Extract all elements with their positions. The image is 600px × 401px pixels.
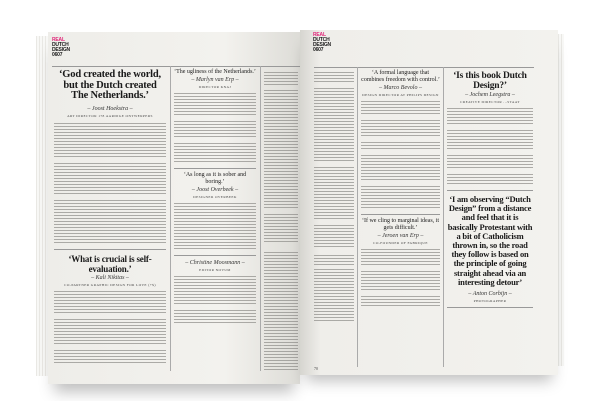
body-text <box>264 90 298 210</box>
top-rule <box>52 66 300 67</box>
pull-quote: ‘A formal language that combines freedom with control.’ <box>361 70 440 83</box>
logo <box>52 38 70 58</box>
left-column-2 <box>174 69 256 325</box>
quote-role: PHOTOGRAPHER <box>473 299 507 304</box>
divider <box>54 249 166 250</box>
body-text <box>314 269 354 323</box>
quote-role: CO-PARTNER GRAPHIC DESIGN FOR LOVE (+$) <box>64 282 156 287</box>
body-text <box>361 271 440 292</box>
body-text <box>54 123 166 159</box>
left-page <box>48 32 300 384</box>
body-text <box>361 249 440 267</box>
body-text <box>174 143 256 164</box>
divider <box>174 168 256 169</box>
body-text <box>447 174 533 186</box>
body-text <box>361 155 440 182</box>
divider <box>447 190 533 191</box>
body-text <box>314 72 354 84</box>
body-text <box>361 186 440 210</box>
logo-line: DESIGN <box>52 47 70 53</box>
body-text <box>54 350 166 365</box>
quote-author: – Marlyn van Erp – <box>191 77 239 83</box>
page-number: 70 <box>314 366 318 371</box>
quote-author: – Jochem Leegstra – <box>465 92 515 98</box>
body-text <box>54 163 166 196</box>
body-text <box>174 93 256 117</box>
column-divider <box>260 66 261 371</box>
pull-quote: ‘If we cling to marginal ideas, it gets difficult.’ <box>361 218 440 231</box>
logo-line: DUTCH <box>313 37 330 43</box>
body-text <box>314 225 354 249</box>
body-text <box>361 101 440 116</box>
left-column-3 <box>264 72 298 372</box>
column-divider <box>443 67 444 367</box>
divider <box>361 214 440 215</box>
quote-role: ART DIRECTOR 178 AARDIGE ONTWERPERS <box>67 113 153 118</box>
pull-quote: ‘As long as it is sober and boring.’ <box>183 172 247 185</box>
pull-quote: ‘What is crucial is self-evaluation.’ <box>68 253 152 274</box>
body-text <box>174 310 256 325</box>
top-rule <box>314 67 534 68</box>
pull-quote: ‘I am observing “Dutch Design” from a distance and feel that it is basically Protestant with a bit of Catholicism thrown in, so the road they follow is based on the principle of going straight ahead via an interesting detour’ <box>447 194 533 287</box>
right-column-1 <box>314 72 354 323</box>
quote-author: – Jeroen van Erp – <box>377 233 424 239</box>
logo-line: 0607 <box>313 47 324 53</box>
body-text <box>314 255 354 265</box>
right-column-2 <box>361 70 440 308</box>
body-text <box>361 120 440 138</box>
column-divider <box>357 67 358 367</box>
body-text <box>54 200 166 245</box>
quote-author: – Joost Overbeek – <box>191 187 239 193</box>
body-text <box>54 319 166 346</box>
body-text <box>314 88 354 163</box>
right-page <box>300 30 558 375</box>
left-column-1 <box>54 70 166 365</box>
quote-author: – Anton Corbijn – <box>468 291 512 298</box>
body-text <box>264 214 298 244</box>
right-column-3 <box>447 71 533 308</box>
quote-role: CREATIVE DIRECTOR ...STAAT <box>460 100 520 104</box>
body-text <box>361 296 440 308</box>
body-text <box>361 142 440 151</box>
body-text <box>264 252 298 372</box>
logo-line: DESIGN <box>313 42 331 48</box>
logo-line: REAL <box>52 37 65 43</box>
body-text <box>174 203 256 251</box>
quote-author: – Kali Nikitas – <box>91 274 129 281</box>
body-text <box>447 130 533 151</box>
logo-line: DUTCH <box>52 42 69 48</box>
quote-role: DIRECTOR KNAJ <box>198 85 232 89</box>
body-text <box>54 291 166 315</box>
column-divider <box>170 66 171 371</box>
quote-author: – Joost Hoekstra – <box>87 105 133 112</box>
pull-quote: ‘The ugliness of the Netherlands.’ <box>174 69 256 75</box>
quote-author: – Marco Bevolo – <box>379 85 422 91</box>
body-text <box>174 121 256 139</box>
quote-role: DESIGNER OVERBEEK <box>193 195 237 199</box>
body-text <box>447 108 533 126</box>
logo-line: REAL <box>313 32 326 38</box>
logo-line: 0607 <box>52 52 63 58</box>
body-text <box>264 72 298 86</box>
pull-quote: ‘Is this book Dutch Design?’ <box>453 71 527 91</box>
quote-author: – Christine Moosmann – <box>185 260 245 266</box>
body-text <box>174 276 256 306</box>
divider <box>174 255 256 256</box>
quote-role: CO-FOUNDER OF FABRIQUE <box>373 241 428 245</box>
body-text <box>447 155 533 170</box>
pull-quote: ‘God created the world, but the Dutch created The Netherlands.’ <box>59 69 161 101</box>
quote-role: EDITOR NOVUM <box>199 268 231 272</box>
logo <box>313 33 331 53</box>
body-text <box>314 167 354 221</box>
divider <box>447 307 533 308</box>
quote-role: DESIGN DIRECTOR AT PHILIPS DESIGN <box>362 93 439 97</box>
